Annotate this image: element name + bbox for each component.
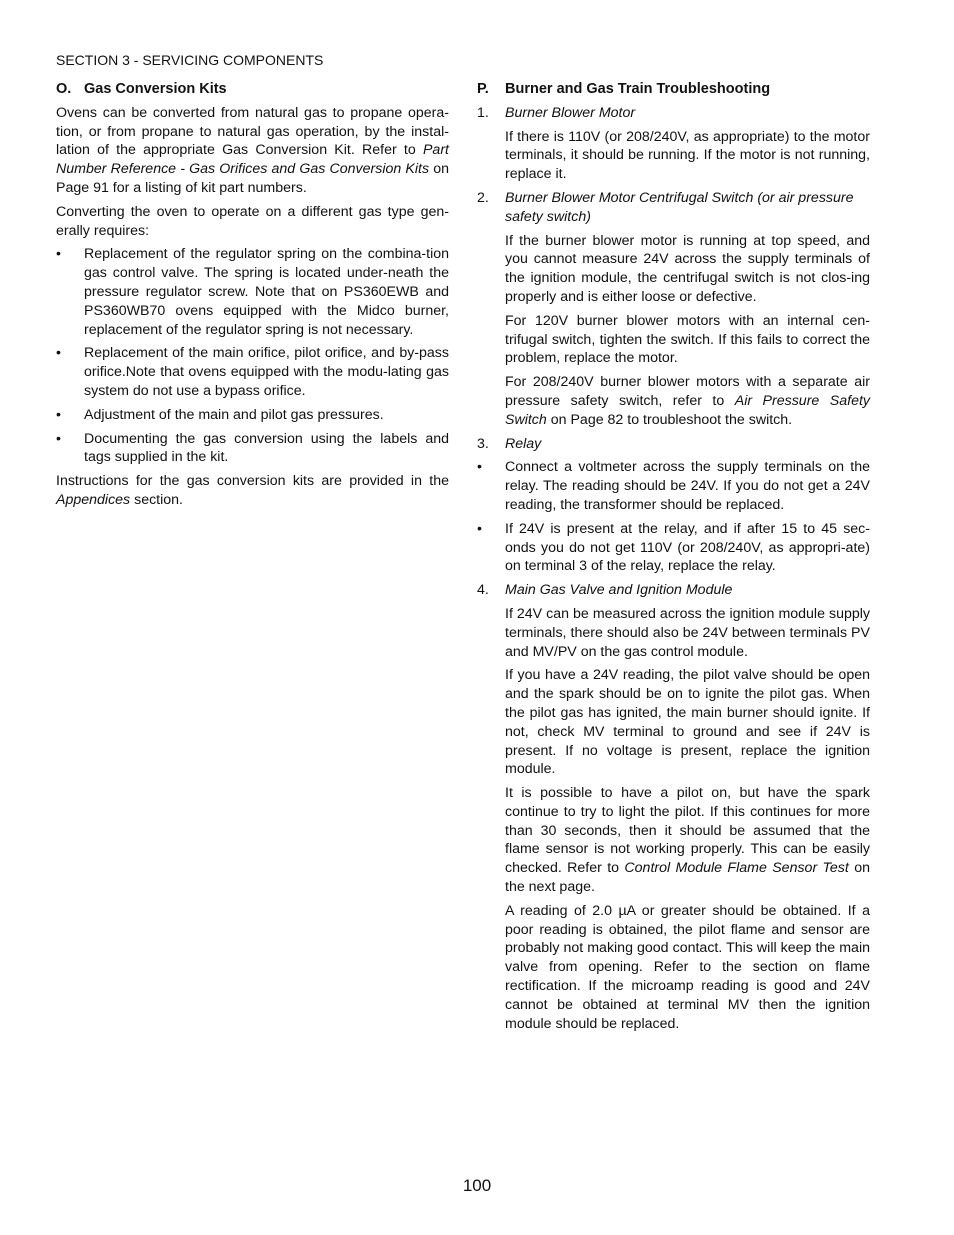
flame-sensor-test-reference: Control Module Flame Sensor Test xyxy=(624,860,849,877)
item-body xyxy=(477,128,870,184)
list-item xyxy=(56,430,449,468)
list-item-text: Adjustment of the main and pilot gas pressures. xyxy=(84,406,384,423)
item-paragraph: A reading of 2.0 µA or greater should be obtained. If a poor reading is obtained, the pilot flame and sensor are probably not making good contact. This will keep the main valve from opening. Refer to the section on flame rectification. If the microamp reading is good and 24V cannot be obtained at terminal MV then the ignition module should be replaced. xyxy=(505,902,870,1032)
section-heading-burner-troubleshooting xyxy=(477,80,870,99)
list-item xyxy=(477,520,870,576)
part-number-reference: Part Number Reference - Gas Orifices and Gas Conversion Kits xyxy=(56,142,449,178)
list-item-text: If 24V is present at the relay, and if after 15 to 45 sec-onds you do not get 110V (or 208/240V, as appropri-ate) on terminal 3 of the relay, replace the relay. xyxy=(505,520,870,575)
list-item xyxy=(56,406,449,425)
bullet-marker: • xyxy=(56,406,61,423)
intro-paragraph xyxy=(56,104,449,198)
text-a: For 208/240V burner blower motors with a separate air pressure safety switch, refer to xyxy=(505,374,870,409)
bullet-marker: • xyxy=(56,430,61,447)
section-letter: P. xyxy=(477,81,489,97)
appendices-reference: Appendices xyxy=(56,491,131,508)
list-item-text: Replacement of the main orifice, pilot orifice, and by-pass orifice.Note that ovens equipped with the modu-lating gas system do not use a bypass orifice. xyxy=(84,345,449,399)
item-title: Main Gas Valve and Ignition Module xyxy=(505,582,733,599)
item-title: Relay xyxy=(505,435,542,452)
bullet-marker: • xyxy=(477,520,482,537)
left-column xyxy=(56,80,449,515)
item-number: 3. xyxy=(477,435,489,452)
item-paragraph: If 24V can be measured across the ignition module supply terminals, there should also be 24V between terminals PV and MV/PV on the gas control module. xyxy=(505,605,870,660)
numbered-item-title xyxy=(477,435,870,454)
intro-text-b: on Page 91 for a listing of kit part numbers. xyxy=(56,161,449,196)
numbered-item-title xyxy=(477,104,870,123)
item-paragraph: If you have a 24V reading, the pilot valve should be open and the spark should be on to ignite the pilot gas. When the pilot gas has ignited, the main burner should ignite. If not, check MV terminal to ground and see if 24V is present. If no voltage is present, replace the ignition module. xyxy=(505,667,870,778)
page-number: 100 xyxy=(462,1176,492,1195)
intro-text-a: Ovens can be converted from natural gas to propane opera-tion, or from propane to natural gas operation, by the instal-lation of the appropriate Gas Conversion Kit. Refer to xyxy=(56,104,449,159)
item-title: Burner Blower Motor Centrifugal Switch (or air pressure safety switch) xyxy=(505,189,854,225)
requirements-paragraph: Converting the oven to operate on a different gas type gen-erally requires: xyxy=(56,203,449,239)
section-letter: O. xyxy=(56,81,72,97)
air-pressure-switch-reference: Air Pressure Safety Switch xyxy=(505,392,870,428)
instructions-paragraph xyxy=(56,472,449,510)
item-body xyxy=(477,605,870,1034)
item-paragraph xyxy=(505,784,870,897)
list-item-text: Replacement of the regulator spring on the combina-tion gas control valve. The spring is located under-neath the pressure regulator screw. Note that on PS360EWB and PS360WB70 ovens equipped with the Midco burner, replacement of the regulator spring is not necessary. xyxy=(84,246,449,338)
numbered-item-title xyxy=(477,581,870,600)
list-item xyxy=(477,458,870,514)
text-b: on Page 82 to troubleshoot the switch. xyxy=(546,411,793,428)
list-item-text: Connect a voltmeter across the supply terminals on the relay. The reading should be 24V. If you do not get a 24V reading, the transformer should be replaced. xyxy=(505,459,870,513)
section-title: Burner and Gas Train Troubleshooting xyxy=(505,81,771,97)
item-paragraph: If there is 110V (or 208/240V, as appropriate) to the motor terminals, it should be running. If the motor is not running, replace it. xyxy=(505,128,870,183)
item-paragraph xyxy=(505,373,870,429)
instructions-text-a: Instructions for the gas conversion kits are provided in the xyxy=(56,473,449,490)
text-a: It is possible to have a pilot on, but have the spark continue to try to light the pilot. If this continues for more than 30 seconds, then it should be assumed that the flame sensor is not working properly. This can be easily checked. Refer to xyxy=(505,785,870,877)
item-title: Burner Blower Motor xyxy=(505,104,636,121)
section-heading-gas-conversion-kits xyxy=(56,80,449,99)
item-body xyxy=(477,232,870,430)
bullet-marker: • xyxy=(477,459,482,476)
numbered-item-title xyxy=(477,189,870,227)
bullet-marker: • xyxy=(56,345,61,362)
section-title: Gas Conversion Kits xyxy=(84,81,227,97)
section-header: SECTION 3 - SERVICING COMPONENTS xyxy=(56,52,324,68)
list-item xyxy=(56,245,449,339)
item-number: 1. xyxy=(477,104,489,121)
item-number: 4. xyxy=(477,582,489,599)
item-paragraph: For 120V burner blower motors with an internal cen-trifugal switch, tighten the switch. If this fails to correct the problem, replace the motor. xyxy=(505,312,870,367)
list-item xyxy=(56,344,449,400)
item-paragraph: If the burner blower motor is running at top speed, and you cannot measure 24V across the supply terminals of the ignition module, the centrifugal switch is not clos-ing properly and is either loose or defective. xyxy=(505,232,870,305)
item-number: 2. xyxy=(477,189,489,206)
instructions-text-b: section. xyxy=(130,491,183,508)
list-item-text: Documenting the gas conversion using the labels and tags supplied in the kit. xyxy=(84,430,449,466)
bullet-marker: • xyxy=(56,246,61,263)
right-column xyxy=(477,80,870,1038)
text-b: on the next page. xyxy=(505,860,870,896)
